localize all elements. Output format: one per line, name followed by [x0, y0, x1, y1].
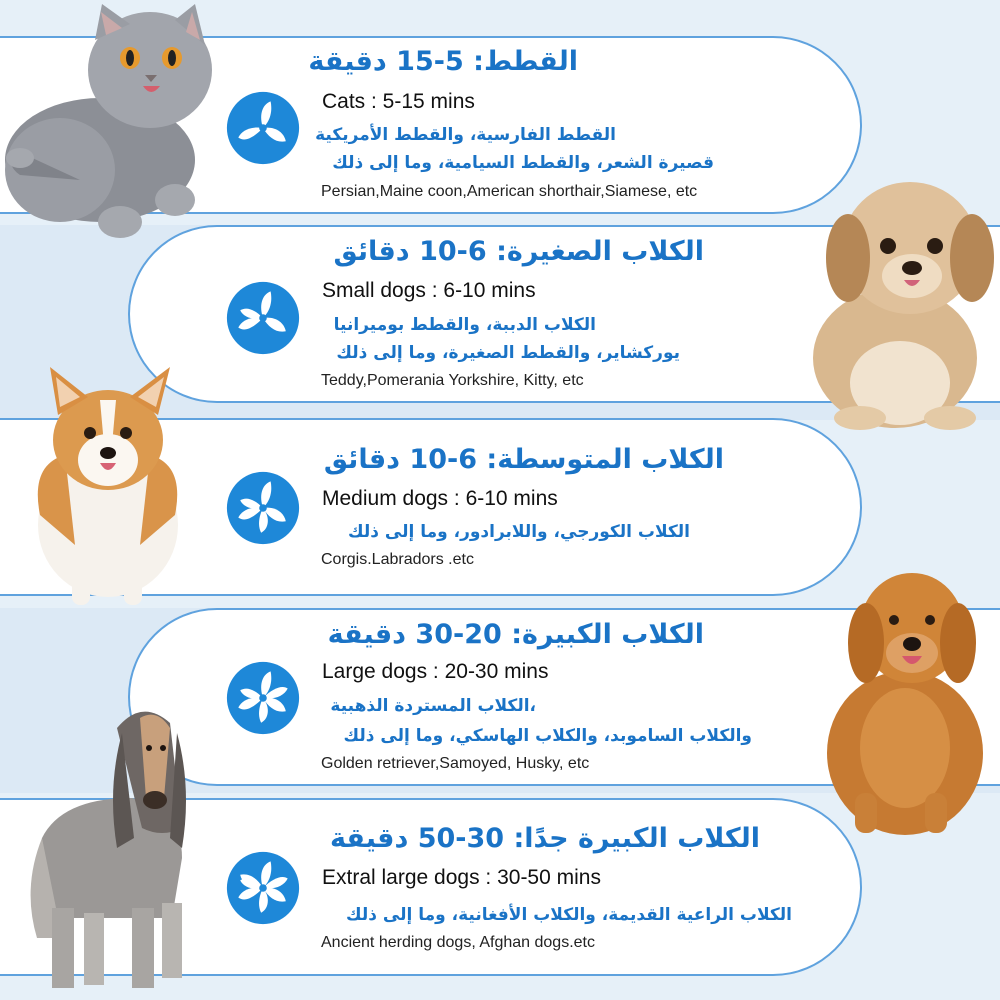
en-desc: Golden retriever,Samoyed, Husky, etc: [321, 755, 590, 772]
en-title: Small dogs : 6-10 mins: [322, 279, 536, 302]
en-desc: Corgis.Labradors .etc: [321, 551, 474, 568]
en-desc: Persian,Maine coon,American shorthair,Siamese, etc: [321, 183, 698, 200]
ar-desc: قصيرة الشعر، والقطط السيامية، وما إلى ذلك: [332, 153, 714, 173]
en-title: Medium dogs : 6-10 mins: [322, 487, 558, 510]
small-dog-image: [800, 168, 1000, 430]
en-title: Cats : 5-15 mins: [322, 90, 475, 113]
ar-desc: ،الكلاب المستردة الذهبية: [330, 696, 536, 716]
fan-icon: [225, 660, 301, 736]
ar-desc: يوركشاير، والقطط الصغيرة، وما إلى ذلك: [336, 343, 680, 363]
ar-title: الكلاب الكبيرة: 20-30 دقيقة: [327, 619, 704, 650]
ar-desc: الكلاب الدببة، والقطط بوميرانيا: [333, 315, 596, 335]
en-desc: Ancient herding dogs, Afghan dogs.etc: [321, 934, 595, 951]
ar-title: الكلاب المتوسطة: 6-10 دقائق: [323, 444, 724, 475]
fan-icon: [225, 850, 301, 926]
ar-title: الكلاب الكبيرة جدًا: 30-50 دقيقة: [329, 823, 760, 854]
ar-title: القطط: 5-15 دقيقة: [308, 46, 578, 77]
fan-icon: [225, 470, 301, 546]
fan-icon: [225, 280, 301, 356]
corgi-image: [20, 345, 195, 615]
en-title: Large dogs : 20-30 mins: [322, 660, 549, 683]
afghan-hound-image: [22, 688, 194, 998]
gray-cat-image: [0, 0, 220, 250]
ar-desc: الكلاب الراعية القديمة، والكلاب الأفغانية، وما إلى ذلك: [346, 905, 792, 925]
en-title: Extral large dogs : 30-50 mins: [322, 866, 601, 889]
golden-retriever-image: [800, 558, 1000, 840]
fan-icon: [225, 90, 301, 166]
ar-desc: القطط الفارسية، والقطط الأمريكية: [315, 125, 616, 145]
en-desc: Teddy,Pomerania Yorkshire, Kitty, etc: [321, 372, 584, 389]
ar-title: الكلاب الصغيرة: 6-10 دقائق: [333, 236, 704, 267]
ar-desc: والكلاب الساموبد، والكلاب الهاسكي، وما إلى ذلك: [343, 726, 752, 746]
ar-desc: الكلاب الكورجي، واللابرادور، وما إلى ذلك: [348, 522, 690, 542]
